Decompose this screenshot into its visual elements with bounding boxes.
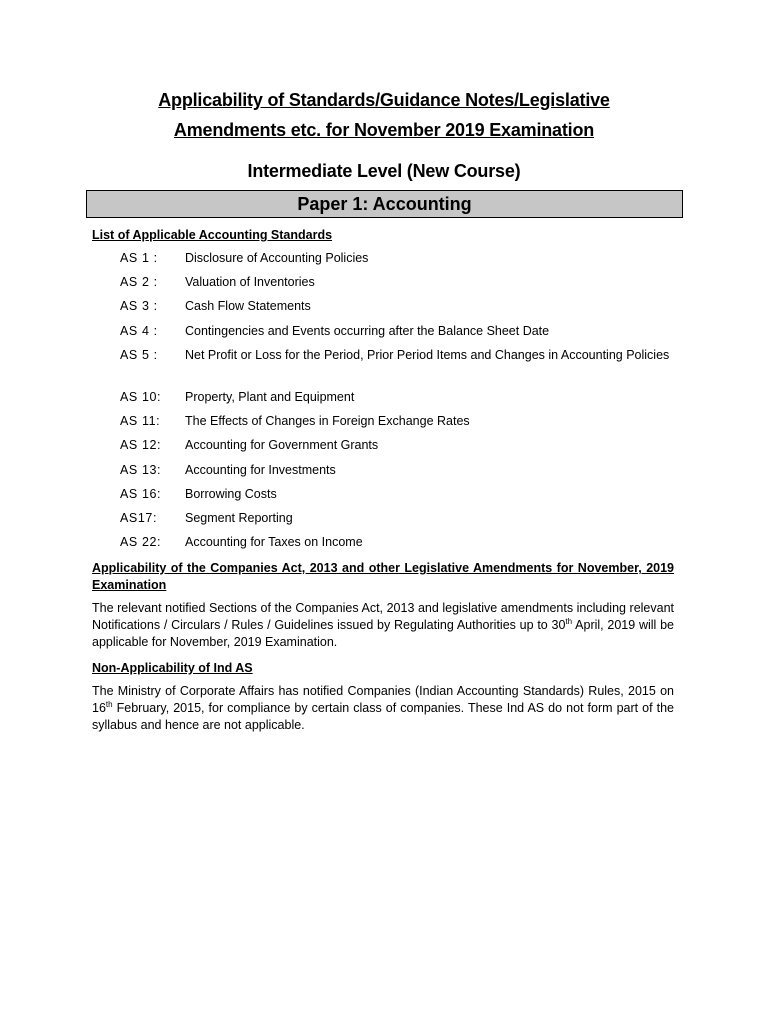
standard-description: Cash Flow Statements <box>185 299 311 313</box>
standard-code: AS 16: <box>120 487 162 501</box>
course-level-heading: Intermediate Level (New Course) <box>247 161 521 181</box>
standard-description: Net Profit or Loss for the Period, Prior Period Items and Changes in Accounting Policies <box>185 348 670 362</box>
standard-description: Property, Plant and Equipment <box>185 390 355 404</box>
companies-act-superscript: th <box>565 616 573 626</box>
standard-code: AS 4 : <box>120 324 158 338</box>
standard-description: Accounting for Investments <box>185 463 336 477</box>
standard-description: Accounting for Government Grants <box>185 438 379 452</box>
standard-code: AS 22: <box>120 535 162 549</box>
ind-as-superscript: th <box>105 699 113 709</box>
standard-description: Accounting for Taxes on Income <box>185 535 363 549</box>
ind-as-paragraph <box>92 683 674 734</box>
standard-description: Borrowing Costs <box>185 487 277 501</box>
ind-as-text-1: The Ministry of Corporate Affairs has notified Companies (Indian Accounting Standards) Rules, 2015 on 16 <box>92 684 674 715</box>
standard-description: Disclosure of Accounting Policies <box>185 251 369 265</box>
document-title-line-2: Amendments etc. for November 2019 Examination <box>173 120 595 140</box>
standard-code: AS 10: <box>120 390 162 404</box>
companies-act-text-2: April, 2019 will be applicable for November, 2019 Examination. <box>92 618 674 649</box>
standard-code: AS 2 : <box>120 275 158 289</box>
paper-title-banner: Paper 1: Accounting <box>86 190 683 218</box>
standard-description: Valuation of Inventories <box>185 275 315 289</box>
standards-list-heading: List of Applicable Accounting Standards <box>92 228 333 242</box>
companies-act-heading: Applicability of the Companies Act, 2013 and other Legislative Amendments for November, 2019 Examination <box>92 561 674 592</box>
standard-code: AS 3 : <box>120 299 158 313</box>
standard-code: AS17: <box>120 511 158 525</box>
standard-description: The Effects of Changes in Foreign Exchange Rates <box>185 414 470 428</box>
companies-act-text-1: The relevant notified Sections of the Companies Act, 2013 and legislative amendments including relevant Notifications / Circulars / Rules / Guidelines issued by Regulating Authorities up to 30 <box>92 601 674 632</box>
standard-code: AS 12: <box>120 438 162 452</box>
standard-description: Contingencies and Events occurring after the Balance Sheet Date <box>185 324 550 338</box>
document-title-line-1: Applicability of Standards/Guidance Notes/Legislative <box>158 90 610 110</box>
standard-code: AS 1 : <box>120 251 158 265</box>
standard-code: AS 11: <box>120 414 161 428</box>
ind-as-text-2: February, 2015, for compliance by certain class of companies. These Ind AS do not form part of the syllabus and hence are not applicable. <box>92 701 674 732</box>
standard-code: AS 5 : <box>120 348 158 362</box>
ind-as-heading: Non-Applicability of Ind AS <box>92 661 253 675</box>
standard-description: Segment Reporting <box>185 511 293 525</box>
standard-code: AS 13: <box>120 463 162 477</box>
companies-act-paragraph <box>92 600 674 651</box>
